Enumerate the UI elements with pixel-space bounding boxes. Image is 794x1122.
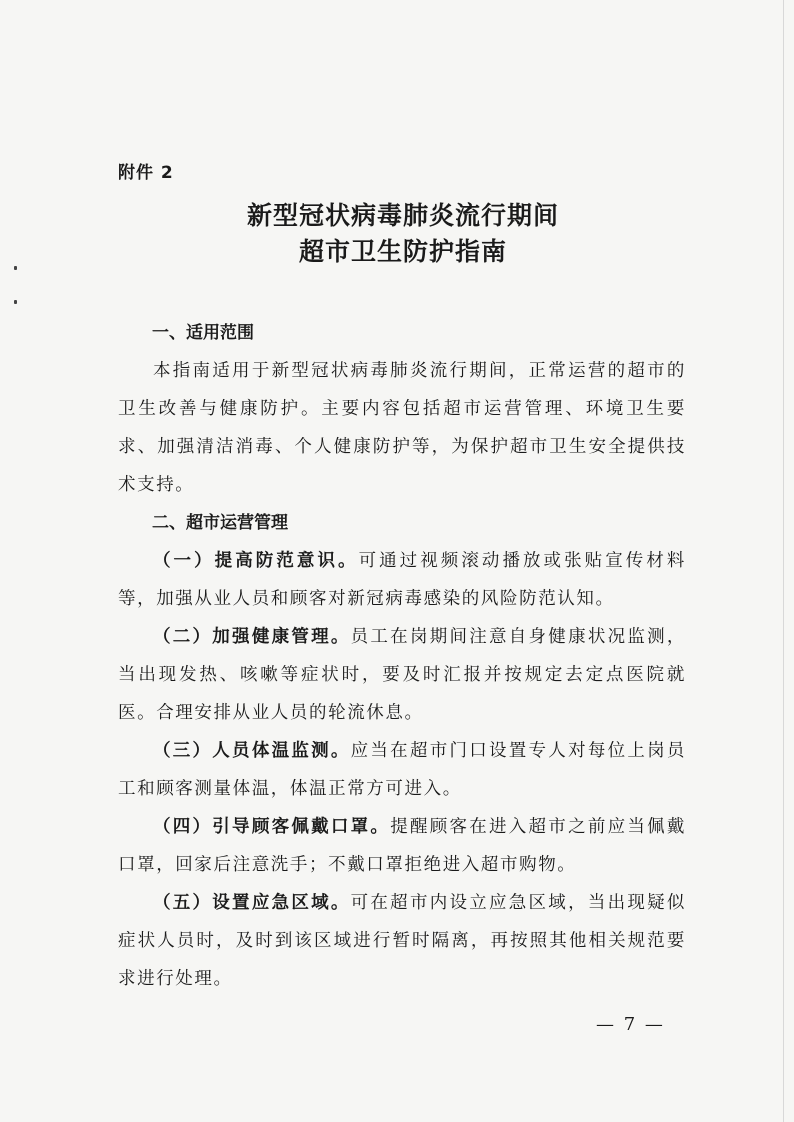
paragraph-text: 提醒顾客在进入超市之前应当佩戴口罩，回家后注意洗手；不戴口罩拒绝进入超市购物。 [118,817,687,875]
paragraph-text: 可通过视频滚动播放或张贴宣传材料等，加强从业人员和顾客对新冠病毒感染的风险防范认知。 [118,551,686,609]
paragraph-text: 可在超市内设立应急区域，当出现疑似症状人员时，及时到该区域进行暂时隔离，再按照其他相关规范要求进行处理。 [118,893,686,989]
paragraph-item-1 [118,542,686,618]
attachment-label: 附件 2 [118,163,174,183]
paragraph-item-5 [118,884,686,998]
paragraph-lead: （五）设置应急区域。 [153,893,351,913]
paragraph-scope: 本指南适用于新型冠状病毒肺炎流行期间，正常运营的超市的卫生改善与健康防护。主要内容包括超市运营管理、环境卫生要求、加强清洁消毒、个人健康防护等，为保护超市卫生安全提供技术支持。 [118,361,686,495]
paragraph-text: 员工在岗期间注意自身健康状况监测，当出现发热、咳嗽等症状时，要及时汇报并按规定去定点医院就医。合理安排从业人员的轮流休息。 [118,627,686,723]
scan-speck [14,300,17,304]
document-title-line2: 超市卫生防护指南 [298,237,507,266]
paragraph-text: 应当在超市门口设置专人对每位上岗员工和顾客测量体温，体温正常方可进入。 [118,741,686,799]
paragraph-lead: （二）加强健康管理。 [153,627,351,647]
document-body [118,314,686,998]
paragraph-item-2 [118,618,686,732]
paragraph-item-3 [118,732,686,808]
paragraph-lead: （三）人员体温监测。 [153,741,351,761]
paragraph-lead: （一）提高防范意识。 [153,551,359,571]
scan-edge-line [783,0,784,1122]
paragraph-lead: （四）引导顾客佩戴口罩。 [153,817,391,837]
section-heading-operations: 二、超市运营管理 [152,513,288,533]
page-number: — 7 — [596,1014,665,1035]
paragraph-item-4 [118,808,686,884]
document-title-line1: 新型冠状病毒肺炎流行期间 [246,201,559,230]
section-heading-scope: 一、适用范围 [152,323,254,343]
